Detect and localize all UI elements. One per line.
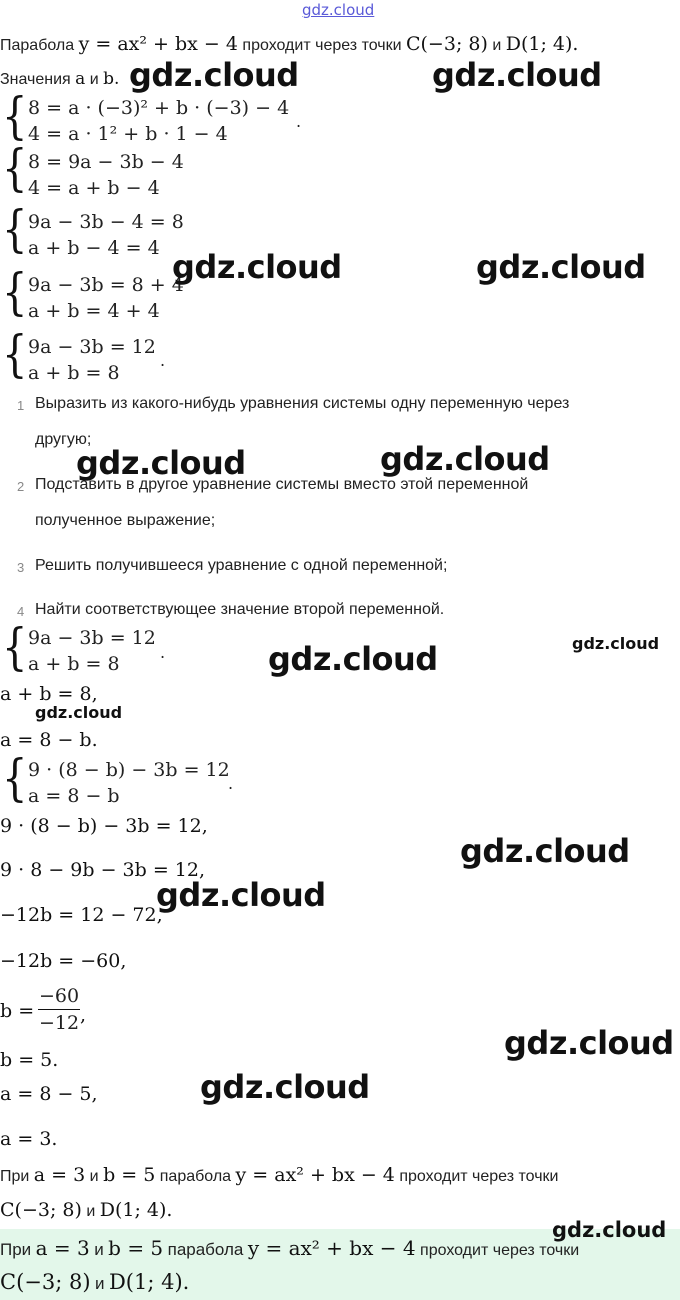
system-line: a + b = 8	[28, 362, 120, 384]
watermark: gdz.cloud	[432, 56, 602, 94]
point-c: C(−3; 8)	[0, 1270, 91, 1294]
system-line: 9a − 3b = 12	[28, 627, 156, 649]
fraction-comma: ,	[80, 1004, 87, 1026]
a-value: a = 3	[35, 1236, 90, 1260]
period: .	[160, 643, 166, 662]
point-c: C(−3; 8)	[0, 1199, 82, 1221]
system-line: 8 = 9a − 3b − 4	[28, 151, 184, 173]
point-d: D(1; 4).	[99, 1199, 173, 1221]
solution-line: −12b = −60,	[0, 950, 127, 972]
watermark: gdz.cloud	[380, 440, 550, 478]
fraction-bar	[38, 1009, 80, 1010]
answer-line-1	[0, 1236, 579, 1260]
system-line: 9a − 3b = 8 + 4	[28, 274, 184, 296]
var-a: a	[75, 69, 86, 89]
fraction	[38, 985, 80, 1034]
step-number: 2	[17, 479, 25, 494]
brace: {	[2, 201, 28, 259]
conclusion-line-2	[0, 1199, 172, 1221]
conclusion-line-1	[0, 1164, 558, 1186]
step-text: полученное выражение;	[35, 512, 216, 529]
answer-text: парабола	[167, 1240, 244, 1259]
intro-text: проходит через точки	[242, 37, 402, 54]
step-text: другую;	[35, 431, 92, 448]
watermark: gdz.cloud	[572, 634, 660, 653]
solution-line: a + b = 8,	[0, 683, 98, 705]
brace: {	[2, 619, 28, 677]
equation-system-6	[2, 619, 262, 681]
brace: {	[2, 750, 28, 808]
brace: {	[2, 326, 28, 384]
system-line: 8 = a · (−3)² + b · (−3) − 4	[28, 97, 290, 119]
system-line: 4 = a + b − 4	[28, 177, 160, 199]
equation-system-5	[2, 326, 262, 388]
fraction-numerator: −60	[38, 985, 80, 1007]
answer-line-2	[0, 1270, 189, 1294]
conclusion-text: проходит через точки	[399, 1168, 559, 1185]
system-line: 9 · (8 − b) − 3b = 12	[28, 759, 230, 781]
intro-text: и	[492, 37, 502, 54]
step-number: 4	[17, 604, 25, 619]
equation-system-2	[2, 140, 262, 202]
watermark-top-link[interactable]: gdz.cloud	[302, 1, 375, 19]
watermark: gdz.cloud	[172, 248, 342, 286]
equation-system-7	[2, 750, 262, 812]
conclusion-text: и	[86, 1203, 96, 1220]
system-line: a + b = 4 + 4	[28, 300, 160, 322]
step-text: Найти соответствующее значение второй переменной.	[35, 601, 445, 618]
step-number: 3	[17, 560, 25, 575]
solution-line: b = 5.	[0, 1049, 59, 1071]
answer-text: и	[94, 1274, 105, 1293]
answer-text: проходит через точки	[420, 1242, 580, 1259]
var-b: b.	[103, 69, 120, 89]
brace: {	[2, 88, 28, 146]
watermark: gdz.cloud	[460, 832, 630, 870]
step-text: Подставить в другое уравнение системы вместо этой переменной	[35, 476, 529, 493]
parabola-equation: y = ax² + bx − 4	[78, 33, 238, 55]
system-line: 9a − 3b − 4 = 8	[28, 211, 184, 233]
watermark: gdz.cloud	[200, 1068, 370, 1106]
parabola-equation: y = ax² + bx − 4	[247, 1236, 416, 1260]
parabola-equation: y = ax² + bx − 4	[235, 1164, 395, 1186]
system-line: a + b − 4 = 4	[28, 237, 160, 259]
system-line: 4 = a · 1² + b · 1 − 4	[28, 123, 228, 145]
step-text: Выразить из какого-нибудь уравнения системы одну переменную через	[35, 395, 570, 412]
step-number: 1	[17, 398, 25, 413]
point-c: C(−3; 8)	[405, 33, 488, 55]
period: .	[160, 351, 166, 370]
watermark: gdz.cloud	[76, 444, 246, 482]
intro-line-1	[0, 33, 578, 55]
system-line: a = 8 − b	[28, 785, 120, 807]
fraction-lhs: b =	[0, 1000, 35, 1022]
intro-text: Значения	[0, 71, 71, 88]
brace: {	[2, 264, 28, 322]
watermark: gdz.cloud	[129, 56, 299, 94]
answer-text: При	[0, 1240, 32, 1259]
solution-line: a = 3.	[0, 1128, 58, 1150]
conclusion-text: парабола	[159, 1168, 232, 1185]
watermark: gdz.cloud	[156, 876, 326, 914]
step-text: Решить получившееся уравнение с одной переменной;	[35, 557, 448, 574]
fraction-denominator: −12	[38, 1012, 80, 1034]
conclusion-text: При	[0, 1168, 30, 1185]
watermark: gdz.cloud	[504, 1024, 674, 1062]
solution-line: 9 · (8 − b) − 3b = 12,	[0, 815, 208, 837]
system-line: 9a − 3b = 12	[28, 336, 156, 358]
period: .	[296, 112, 302, 131]
intro-line-2	[0, 69, 119, 89]
watermark: gdz.cloud	[268, 640, 438, 678]
a-value: a = 3	[33, 1164, 86, 1186]
watermark: gdz.cloud	[552, 1218, 667, 1242]
b-value: b = 5	[108, 1236, 164, 1260]
watermark: gdz.cloud	[476, 248, 646, 286]
point-d: D(1; 4).	[108, 1270, 190, 1294]
conclusion-text: и	[89, 1168, 99, 1185]
solution-line: a = 8 − 5,	[0, 1083, 98, 1105]
point-d: D(1; 4).	[505, 33, 579, 55]
intro-text: и	[89, 71, 99, 88]
intro-text: Парабола	[0, 37, 75, 54]
solution-line: −12b = 12 − 72,	[0, 904, 163, 926]
equation-system-1	[2, 88, 342, 150]
watermark: gdz.cloud	[35, 703, 123, 722]
b-value: b = 5	[103, 1164, 156, 1186]
answer-text: и	[94, 1240, 104, 1259]
solution-line: 9 · 8 − 9b − 3b = 12,	[0, 859, 206, 881]
brace: {	[2, 140, 28, 198]
system-line: a + b = 8	[28, 653, 120, 675]
solution-line: a = 8 − b.	[0, 729, 98, 751]
period: .	[228, 774, 234, 793]
